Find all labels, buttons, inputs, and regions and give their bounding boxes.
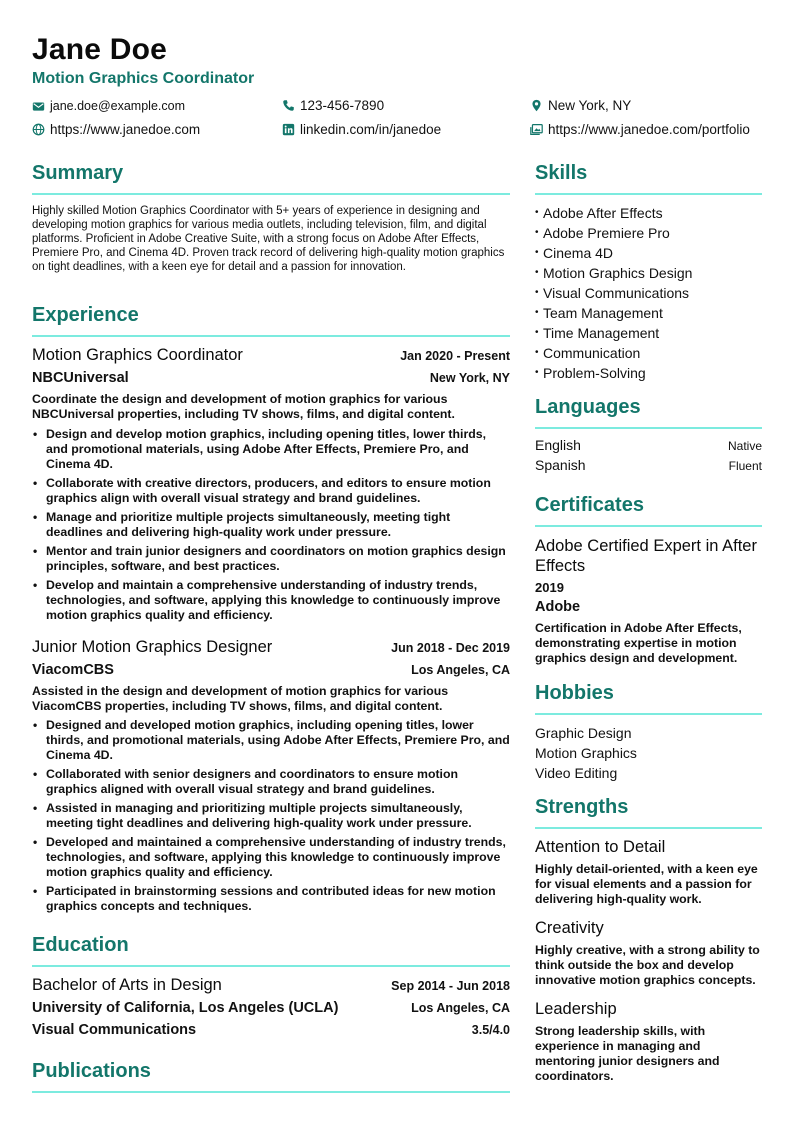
envelope-icon: [32, 100, 45, 113]
list-item: • Time Management: [535, 323, 692, 343]
certificates-divider: [535, 525, 762, 527]
website-text: https://www.janedoe.com: [50, 122, 201, 137]
list-item: • Develop and maintain a comprehensive understanding of industry trends, technologies, and software, applying this knowledge to continuously improve motion graphics quality and efficiency.: [32, 578, 510, 623]
job-1-company: NBCUniversal: [32, 370, 129, 386]
location-text: New York, NY: [548, 98, 632, 113]
language-name: English: [535, 437, 581, 453]
job-2-title: Junior Motion Graphics Designer: [32, 638, 273, 656]
job-2-header: [32, 638, 510, 657]
job-2-bullets: [32, 718, 510, 918]
languages-divider: [535, 427, 762, 429]
skills-list: [535, 203, 692, 383]
language-name: Spanish: [535, 457, 586, 473]
list-item: • Developed and maintained a comprehensive understanding of industry trends, technologies, and software, applying this knowledge to continuously improve motion graphics quality and efficiency.: [32, 835, 510, 880]
education-gpa: 3.5/4.0: [471, 1023, 510, 1037]
certificate-title: Adobe Certified Expert in After Effects: [535, 537, 757, 575]
hobbies-heading: Hobbies: [535, 682, 614, 704]
portfolio-text: https://www.janedoe.com/portfolio: [548, 122, 750, 137]
strengths-divider: [535, 827, 762, 829]
strength-description: Highly creative, with a strong ability to think outside the box and develop innovative motion graphics concepts.: [535, 943, 760, 987]
list-item: • Adobe Premiere Pro: [535, 223, 692, 243]
job-2-dates: Jun 2018 - Dec 2019: [391, 641, 510, 655]
contact-portfolio[interactable]: [530, 122, 750, 137]
list-item: • Team Management: [535, 303, 692, 323]
linkedin-text: linkedin.com/in/janedoe: [300, 122, 442, 137]
phone-icon: [282, 99, 295, 112]
job-2-description: Assisted in the design and development of motion graphics for various ViacomCBS properties, including TV shows, films, and digital content.: [32, 684, 449, 713]
skills-heading: Skills: [535, 162, 588, 184]
job-2-location: Los Angeles, CA: [411, 663, 510, 677]
certificates-heading: Certificates: [535, 494, 644, 516]
list-item: • Participated in brainstorming sessions and contributed ideas for new motion graphics concepts and techniques.: [32, 884, 510, 914]
list-item: • Cinema 4D: [535, 243, 692, 263]
job-2-company: ViacomCBS: [32, 662, 114, 678]
strengths-heading: Strengths: [535, 796, 629, 818]
job-1-subheader: [32, 370, 510, 386]
job-2-subheader: [32, 662, 510, 678]
portfolio-icon: [530, 123, 543, 136]
education-heading: Education: [32, 934, 129, 956]
job-1-title: Motion Graphics Coordinator: [32, 346, 243, 364]
list-item: • Problem-Solving: [535, 363, 692, 383]
list-item: • Mentor and train junior designers and coordinators on motion graphics design principles, software, and best practices.: [32, 544, 510, 574]
contact-phone[interactable]: [282, 98, 384, 113]
job-1-bullets: [32, 427, 510, 627]
strength-title: Attention to Detail: [535, 838, 666, 856]
education-field-row: [32, 1022, 510, 1038]
language-row: [535, 457, 762, 473]
strength-description: Strong leadership skills, with experience in managing and mentoring junior designers and coordinators.: [535, 1024, 720, 1083]
experience-divider: [32, 335, 510, 337]
list-item: • Adobe After Effects: [535, 203, 692, 223]
contact-website[interactable]: [32, 122, 200, 137]
skills-divider: [535, 193, 762, 195]
list-item: Graphic Design: [535, 725, 632, 741]
education-header: [32, 976, 510, 995]
hobbies-list: [535, 723, 637, 783]
contact-email[interactable]: [32, 99, 185, 113]
education-school-row: [32, 1000, 510, 1016]
list-item: • Assisted in managing and prioritizing multiple projects simultaneously, meeting tight deadlines and delivering high-quality work under pressure.: [32, 801, 510, 831]
certificate-year: 2019: [535, 580, 564, 595]
education-degree: Bachelor of Arts in Design: [32, 976, 222, 994]
list-item: • Design and develop motion graphics, including opening titles, lower thirds, and promotional materials, using Adobe After Effects, Premiere Pro, and Cinema 4D.: [32, 427, 510, 472]
email-text: jane.doe@example.com: [50, 99, 185, 113]
list-item: • Collaborated with senior designers and coordinators to ensure motion graphics aligned with overall visual strategy and brand guidelines.: [32, 767, 510, 797]
education-school: University of California, Los Angeles (UCLA): [32, 1000, 339, 1016]
list-item: • Manage and prioritize multiple projects simultaneously, meeting tight deadlines and delivering high-quality work under pressure.: [32, 510, 510, 540]
certificate-issuer: Adobe: [535, 599, 581, 615]
candidate-name: Jane Doe: [32, 33, 167, 66]
education-location: Los Angeles, CA: [411, 1001, 510, 1015]
list-item: • Visual Communications: [535, 283, 692, 303]
list-item: • Motion Graphics Design: [535, 263, 692, 283]
language-row: [535, 437, 762, 453]
language-level: Fluent: [728, 459, 762, 473]
list-item: Video Editing: [535, 765, 618, 781]
summary-divider: [32, 193, 510, 195]
phone-text: 123-456-7890: [300, 98, 385, 113]
linkedin-icon: [282, 123, 295, 136]
publications-heading: Publications: [32, 1060, 151, 1082]
list-item: Motion Graphics: [535, 745, 637, 761]
education-divider: [32, 965, 510, 967]
job-1-dates: Jan 2020 - Present: [400, 349, 510, 363]
education-dates: Sep 2014 - Jun 2018: [391, 979, 510, 993]
candidate-title: Motion Graphics Coordinator: [32, 70, 255, 87]
job-1-description: Coordinate the design and development of motion graphics for various NBCUniversal properties, including TV shows, films, and digital content.: [32, 392, 455, 421]
language-level: Native: [727, 439, 762, 453]
languages-heading: Languages: [535, 396, 641, 418]
strength-title: Leadership: [535, 1000, 617, 1018]
contact-linkedin[interactable]: [282, 122, 441, 137]
list-item: • Communication: [535, 343, 692, 363]
globe-icon: [32, 123, 45, 136]
strength-description: Highly detail-oriented, with a keen eye for visual elements and a passion for delivering high-quality work.: [535, 862, 758, 906]
strength-title: Creativity: [535, 919, 604, 937]
list-item: • Designed and developed motion graphics, including opening titles, lower thirds, and promotional materials, using Adobe After Effects, Premiere Pro, and Cinema 4D.: [32, 718, 510, 763]
summary-heading: Summary: [32, 162, 124, 184]
summary-text: Highly skilled Motion Graphics Coordinator with 5+ years of experience in designing and developing motion graphics for various media outlets, including television, film, and digital platforms. Proficient in Adobe Creative Suite, with a strong focus on Adobe After Effects, Premiere Pro, and Cinema 4D. Proven track record of delivering high-quality motion graphics on tight deadlines, with a keen eye for detail and a passion for innovation.: [32, 205, 505, 273]
publications-divider: [32, 1091, 510, 1093]
job-1-header: [32, 346, 510, 365]
list-item: • Collaborate with creative directors, producers, and editors to ensure motion graphics align with overall visual strategy and brand guidelines.: [32, 476, 510, 506]
job-1-location: New York, NY: [429, 371, 510, 385]
experience-heading: Experience: [32, 304, 139, 326]
certificate-description: Certification in Adobe After Effects, demonstrating expertise in motion graphics design and development.: [535, 621, 742, 665]
map-pin-icon: [530, 99, 543, 112]
contact-location: [530, 98, 631, 113]
education-field: Visual Communications: [32, 1022, 197, 1038]
hobbies-divider: [535, 713, 762, 715]
